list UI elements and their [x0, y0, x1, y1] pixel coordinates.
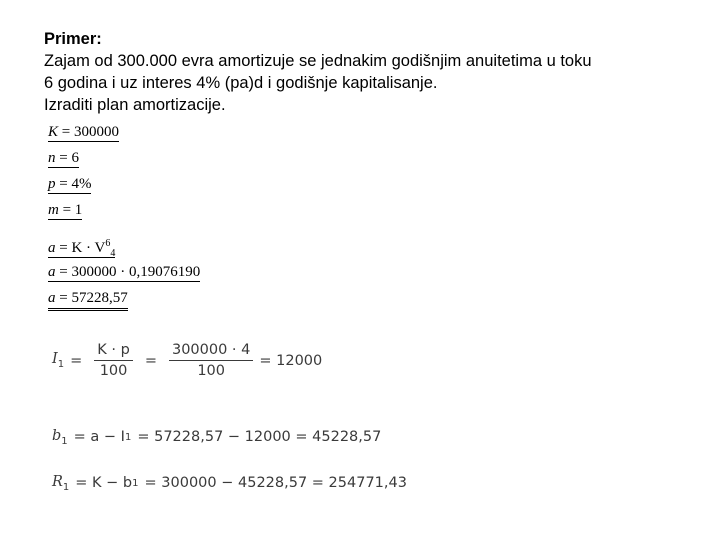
- fraction-numeric: [169, 342, 253, 379]
- annuity-substitution: [48, 264, 200, 281]
- var-m: m: [48, 202, 59, 218]
- example-heading: Primer:: [44, 30, 102, 48]
- subscript: 1: [132, 477, 139, 489]
- value-n: = 6: [59, 150, 79, 166]
- equals-sign: =: [70, 352, 83, 369]
- problem-line-3: Izraditi plan amortizacije.: [44, 96, 226, 114]
- var-I: I: [52, 351, 58, 368]
- interest-equation: [52, 342, 322, 379]
- annuity-exponent: 6: [105, 238, 111, 249]
- var-b: b: [52, 428, 62, 444]
- subscript: 1: [62, 481, 70, 493]
- equals-sign: =: [144, 352, 157, 369]
- fraction-numerator: 300000 · 4: [169, 342, 253, 361]
- fraction-numerator: K · p: [94, 342, 133, 361]
- fraction-denominator: 100: [197, 363, 226, 379]
- problem-statement: [44, 28, 694, 116]
- value-K: = 300000: [61, 124, 119, 140]
- var-a: a: [48, 240, 56, 256]
- annuity-substitution-expr: = 300000 · 0,19076190: [59, 264, 201, 280]
- var-p: p: [48, 176, 56, 192]
- given-n: [48, 150, 79, 167]
- var-n: n: [48, 150, 56, 166]
- given-K: [48, 124, 119, 141]
- annuity-subscript: 4: [110, 248, 116, 259]
- given-p: [48, 176, 91, 193]
- annuity-formula-expr: = K · V: [59, 240, 106, 256]
- var-K: K: [48, 124, 59, 140]
- problem-line-2: 6 godina i uz interes 4% (pa)d i godišnje kapitalisanje.: [44, 74, 438, 92]
- remaining-expression: = K − b: [75, 475, 133, 492]
- annuity-formula: [48, 238, 115, 259]
- fraction-symbolic: [94, 342, 133, 379]
- subscript: 1: [61, 435, 68, 447]
- remaining-result: = 300000 − 45228,57 = 254771,43: [144, 475, 407, 492]
- var-a: a: [48, 290, 56, 306]
- interest-result: = 12000: [259, 352, 323, 369]
- principal-result: = 57228,57 − 12000 = 45228,57: [137, 429, 382, 446]
- var-a: a: [48, 264, 56, 280]
- var-R: R: [52, 474, 63, 490]
- annuity-result-value: = 57228,57: [59, 290, 128, 306]
- problem-line-1: Zajam od 300.000 evra amortizuje se jednakim godišnjim anuitetima u toku: [44, 52, 592, 70]
- principal-equation: [52, 428, 381, 447]
- subscript: 1: [57, 358, 65, 370]
- remaining-equation: [52, 474, 407, 493]
- value-m: = 1: [62, 202, 83, 218]
- value-p: = 4%: [59, 176, 92, 192]
- annuity-result: [48, 290, 128, 307]
- principal-expression: = a − I: [73, 429, 125, 446]
- subscript: 1: [124, 431, 132, 443]
- given-m: [48, 202, 82, 219]
- fraction-denominator: 100: [99, 363, 128, 379]
